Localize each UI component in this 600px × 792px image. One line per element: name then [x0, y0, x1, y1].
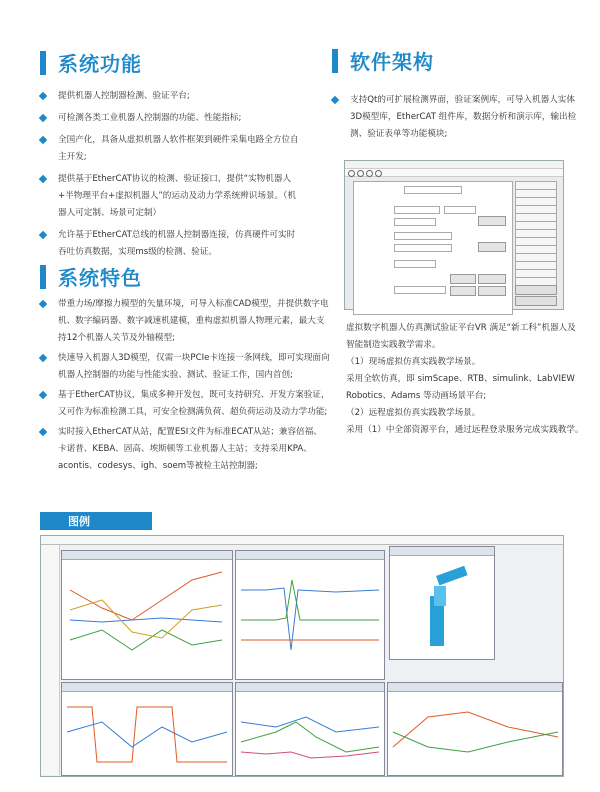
side-panel	[41, 545, 60, 775]
toolbar-icon	[348, 170, 355, 177]
robot-3d-view	[389, 546, 495, 660]
features-list	[40, 296, 330, 475]
list-item: 带重力场/摩擦力模型的矢量环境，可导入标准CAD模型，并提供数字电机、数字编码器、数字减速机建模，重构虚拟机器人物理元素，最大支持12个机器人关节及外轴模型;	[40, 296, 330, 347]
example-screenshot	[40, 535, 564, 777]
form-button	[478, 242, 506, 252]
plot-title-bar	[236, 551, 384, 560]
paragraph: 采用全软仿真，即 simScape、RTB、simulink、LabVIEW Robotics、Adams 等动画场景平台;	[346, 374, 575, 401]
plot-title-bar	[236, 683, 384, 692]
plot-canvas	[236, 560, 384, 678]
form-field	[394, 286, 446, 294]
list-item: 快速导入机器人3D模型，仅需一块PCIe卡连接一条网线，即可实现面向机器人控制器的功能与性能实验、测试、验证工作，国内首创;	[40, 350, 330, 384]
list-item: 允许基于EtherCAT总线的机器人控制器连接，仿真硬件可实时吞吐仿真数据，实现ms级的检测、验证。	[40, 227, 300, 261]
robot-canvas	[390, 556, 494, 658]
toolbar-icon	[375, 170, 382, 177]
paragraph: （1）现场虚拟仿真实践教学场景。	[346, 357, 481, 367]
form-field	[444, 206, 476, 214]
form-button	[450, 274, 476, 284]
list-item: 基于EtherCAT协议，集成多种开发包，既可支持研究、开发方案验证，又可作为标准检测工具，可安全检测满负荷、超负荷运动及动力学功能;	[40, 387, 330, 421]
form-field	[394, 206, 440, 214]
functions-list	[40, 88, 300, 261]
architecture-header	[332, 46, 434, 75]
plot-canvas	[62, 692, 232, 774]
features-title: 系统特色	[58, 266, 142, 290]
plot-canvas	[388, 692, 562, 774]
list-item: 全国产化，具备从虚拟机器人软件框架到硬件采集电路全方位自主开发;	[40, 132, 300, 166]
architecture-title: 软件架构	[350, 50, 434, 74]
plot-window	[235, 682, 385, 776]
plot-window	[387, 682, 563, 776]
list-item: 可检测各类工业机器人控制器的功能、性能指标;	[40, 110, 300, 127]
architecture-text	[346, 320, 584, 439]
form-panel	[353, 181, 513, 315]
form-field	[404, 186, 462, 194]
form-button	[478, 216, 506, 226]
menu-bar	[345, 161, 563, 169]
list-item: 提供机器人控制器检测、验证平台;	[40, 88, 300, 105]
plot-title-bar	[62, 551, 232, 560]
architecture-list	[332, 92, 582, 143]
functions-title: 系统功能	[58, 52, 142, 76]
form-field	[394, 260, 436, 268]
section-marker	[40, 51, 46, 75]
features-header	[40, 262, 142, 291]
paragraph: （2）远程虚拟仿真实践教学场景。	[346, 408, 481, 418]
form-field	[394, 232, 452, 240]
plot-canvas	[236, 692, 384, 774]
form-button	[450, 286, 476, 296]
form-field	[394, 218, 436, 226]
example-tag: 图例	[40, 512, 152, 530]
plot-window	[61, 550, 233, 680]
toolbar-icon	[366, 170, 373, 177]
right-table	[515, 181, 557, 293]
list-item: 实时接入EtherCAT从站，配置ESI文件为标准ECAT从站；兼容倍福、卡诺普、KEBA、固高、埃斯顿等工业机器人主站；支持采用KPA、acontis、codesys、igh、soem等被检主站控制器;	[40, 424, 330, 475]
functions-header	[40, 48, 142, 77]
section-marker	[332, 49, 338, 73]
window-title-bar	[41, 536, 563, 545]
toolbar-icon	[357, 170, 364, 177]
plot-window	[61, 682, 233, 776]
paragraph: 采用（1）中全部资源平台，通过远程登录服务完成实践教学。	[346, 425, 584, 435]
toolbar	[345, 169, 563, 177]
form-field	[394, 244, 452, 252]
list-item: 提供基于EtherCAT协议的检测、验证接口，提供“实物机器人+半物理平台+虚拟机器人”的运动及动力学系统辨识场景。（机器人可定制、场景可定制）	[40, 171, 300, 222]
paragraph: 虚拟数字机器人仿真测试验证平台VR 满足“新工科”机器人及智能制造实践教学需求。	[346, 323, 576, 350]
plot-title-bar	[388, 683, 562, 692]
plot-window	[235, 550, 385, 680]
plot-canvas	[62, 560, 232, 678]
plot-title-bar	[62, 683, 232, 692]
software-screenshot	[344, 160, 564, 310]
form-button	[478, 286, 506, 296]
list-item: 支持Qt的可扩展检测界面，验证案例库，可导入机器人实体3D模型库，EtherCAT 组件库，数据分析和演示库，输出检测、验证表单等功能模块;	[332, 92, 582, 143]
form-button	[478, 274, 506, 284]
right-buttons	[515, 285, 557, 307]
section-marker	[40, 265, 46, 289]
plot-title-bar	[390, 547, 494, 556]
